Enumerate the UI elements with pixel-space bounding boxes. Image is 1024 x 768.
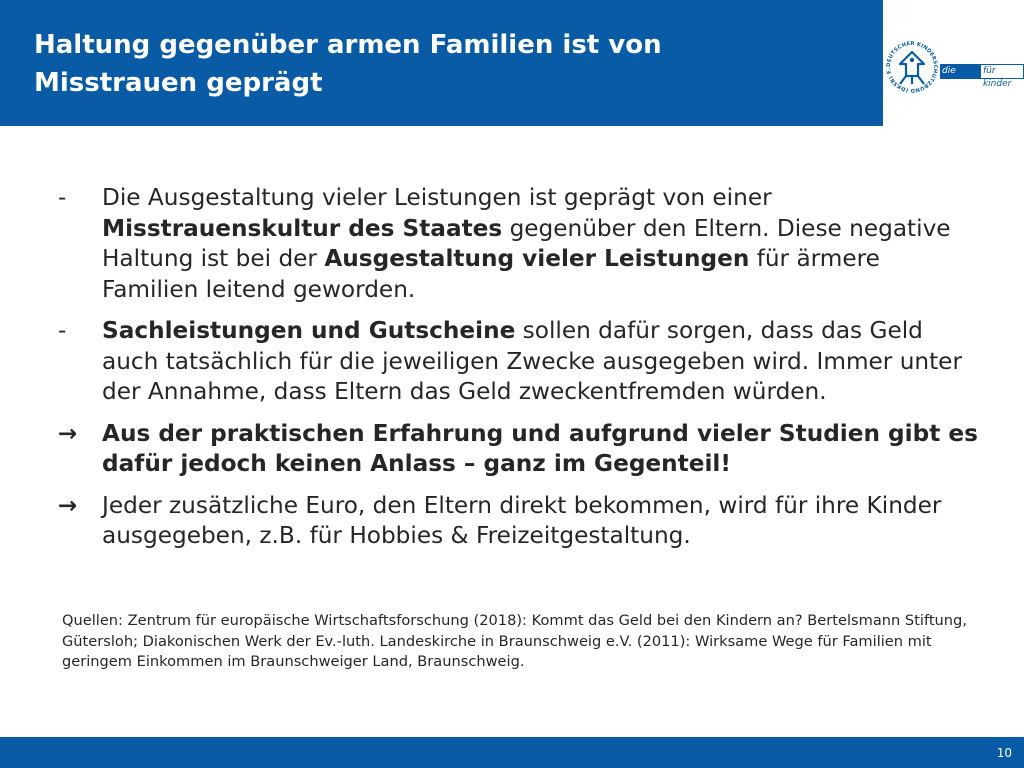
bullet-text: gegenüber den Eltern. Diese negative Haltung ist bei der	[102, 214, 951, 272]
kinderschutzbund-seal-icon	[883, 38, 941, 96]
logo-tag-left: die lobby	[940, 64, 980, 79]
bullet-item	[58, 491, 983, 552]
page-number: 10	[996, 746, 1012, 760]
arrow-right-icon: →	[58, 420, 78, 447]
bullet-list	[58, 183, 983, 563]
bullet-item	[58, 183, 983, 305]
title-bar	[0, 0, 883, 126]
slide-title	[34, 26, 854, 102]
bullet-emphasis: Aus der praktischen Erfahrung und aufgrund vieler Studien gibt es dafür jedoch keinen Anlass – ganz im Gegenteil!	[102, 419, 978, 477]
dash-marker: -	[58, 318, 67, 344]
bullet-emphasis: Ausgestaltung vieler Leistungen	[324, 245, 750, 272]
seal-text: DEUTSCHER KINDERSCHUTZBUND (DKSB) E.	[885, 40, 939, 94]
bullet-text: für ärmere Familien leitend geworden.	[102, 245, 880, 303]
logo	[883, 0, 1024, 126]
bullet-text: Die Ausgestaltung vieler Leistungen ist geprägt von einer	[102, 184, 772, 211]
bullet-emphasis: Misstrauenskultur des Staates	[102, 214, 503, 242]
bullet-item	[58, 419, 983, 480]
bullet-emphasis: Sachleistungen und Gutscheine	[102, 317, 516, 344]
bullet-text: sollen dafür sorgen, dass das Geld auch tatsächlich für die jeweiligen Zwecke ausgegeben wird. Immer unter der Annahme, dass Eltern das Geld zweckentfremden würden.	[102, 317, 962, 405]
svg-text:DEUTSCHER KINDERSCHUTZBUND (DK	[883, 38, 938, 93]
slide-title-line-1: Haltung gegenüber armen Familien ist von	[34, 30, 662, 60]
sources-note: Quellen: Zentrum für europäische Wirtschaftsforschung (2018): Kommt das Geld bei den Kindern an? Bertelsmann Stiftung, Gütersloh; Diakonischen Werk der Ev.-luth. Landeskirche in Braunschweig e.V. (2011): Wirksame Wege für Familien mit geringem Einkommen im Braunschweiger Land, Braunschweig.	[62, 612, 967, 670]
slide-title-line-2: Misstrauen geprägt	[34, 68, 323, 98]
logo-tagline	[940, 64, 1024, 91]
logo-tag-right: für kinder	[980, 64, 1024, 79]
arrow-right-icon: →	[58, 492, 78, 519]
footer-bar	[0, 737, 1024, 768]
dash-marker: -	[58, 185, 67, 211]
bullet-item	[58, 316, 983, 408]
bullet-text: Jeder zusätzliche Euro, den Eltern direkt bekommen, wird für ihre Kinder ausgegeben, z.B. für Hobbies & Freizeitgestaltung.	[102, 491, 942, 549]
